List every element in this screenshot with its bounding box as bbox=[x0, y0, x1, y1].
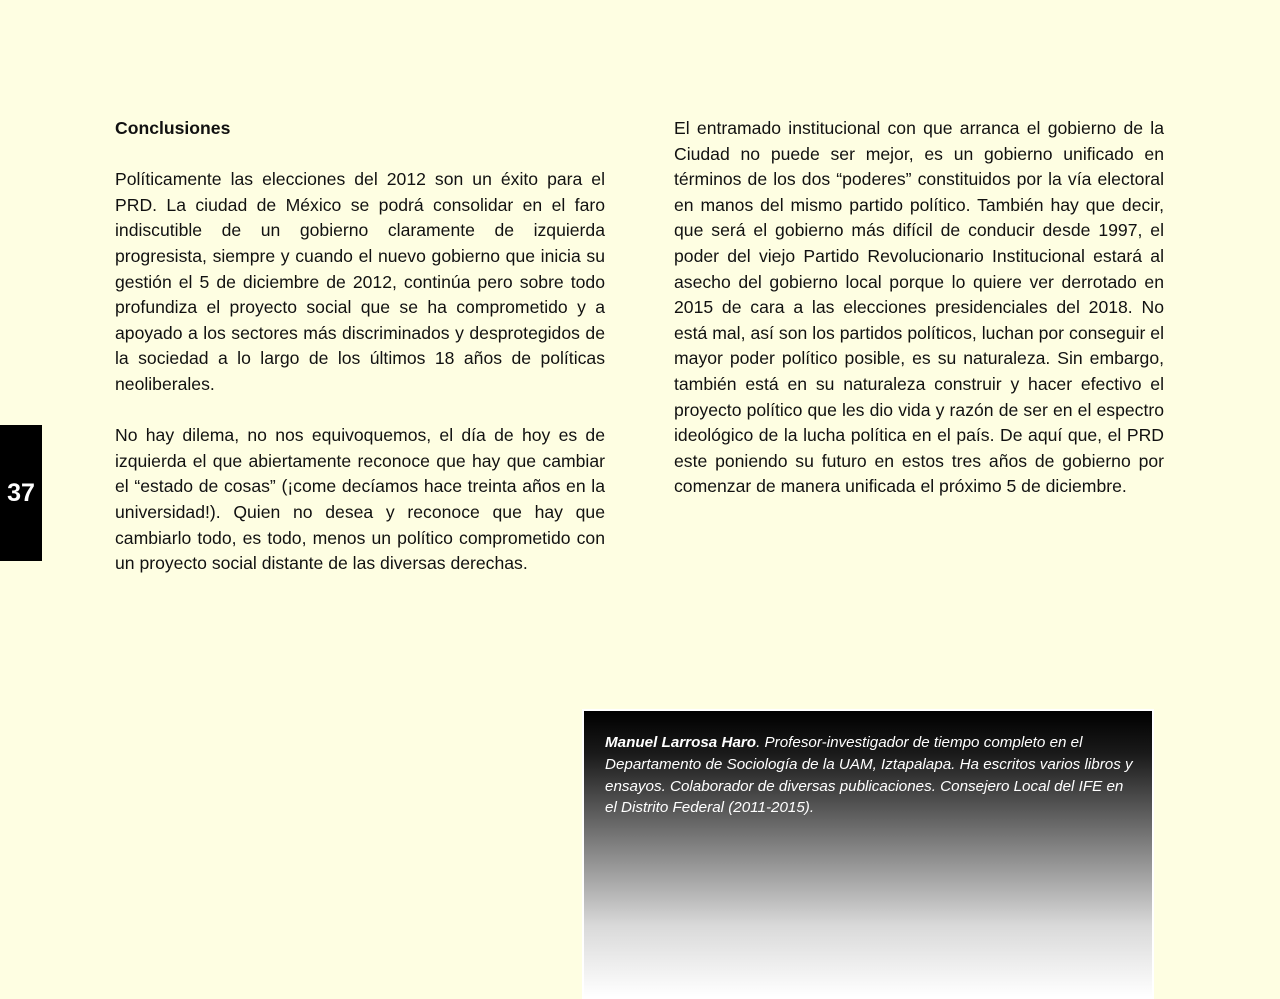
paragraph: El entramado institucional con que arranca el gobierno de la Ciudad no puede ser mejor, es un gobierno unificado en términos de los dos “poderes” constituidos por la vía electoral en manos del mismo partido político. También hay que decir, que será el gobierno más difícil de conducir desde 1997, el poder del viejo Partido Revolucionario Institucional estará al asecho del gobierno local porque lo quiere ver derrotado en 2015 de cara a las elecciones presidenciales del 2018. No está mal, así son los partidos políticos, luchan por conseguir el mayor poder político posible, es su naturaleza. Sin embargo, también está en su naturaleza construir y hacer efectivo el proyecto político que les dio vida y razón de ser en el espectro ideológico de la lucha política en el país. De aquí que, el PRD este poniendo su futuro en estos tres años de gobierno por comenzar de manera unificada el próximo 5 de diciembre. bbox=[674, 118, 1164, 497]
author-bio bbox=[605, 732, 1135, 819]
right-column bbox=[674, 116, 1164, 526]
paragraph: No hay dilema, no nos equivoquemos, el día de hoy es de izquierda el que abiertamente reconoce que hay que cambiar el “estado de cosas” (¡come decíamos hace treinta años en la universidad!). Quien no desea y reconoce que hay que cambiarlo todo, es todo, menos un político comprometido con un proyecto social distante de las diversas derechas. bbox=[115, 425, 605, 574]
author-bio-text: . Profesor-investigador de tiempo completo en el Departamento de Sociología de la UAM, Iztapalapa. Ha escritos varios libros y ensayos. Colaborador de diversas publicaciones. Consejero Local del IFE en el Distrito Federal (2011-2015). bbox=[605, 734, 1133, 817]
author-bio-box bbox=[582, 709, 1154, 999]
page-number: 37 bbox=[7, 478, 35, 507]
author-name: Manuel Larrosa Haro bbox=[605, 734, 757, 751]
page-number-tab bbox=[0, 425, 42, 561]
paragraph: Políticamente las elecciones del 2012 son un éxito para el PRD. La ciudad de México se podrá consolidar en el faro indiscutible de un gobierno claramente de izquierda progresista, siempre y cuando el nuevo gobierno que inicia su gestión el 5 de diciembre de 2012, continúa pero sobre todo profundiza el proyecto social que se ha comprometido y a apoyado a los sectores más discriminados y desprotegidos de la sociedad a lo largo de los últimos 18 años de políticas neoliberales. bbox=[115, 169, 605, 394]
section-heading: Conclusiones bbox=[115, 118, 231, 138]
left-column bbox=[115, 116, 605, 602]
